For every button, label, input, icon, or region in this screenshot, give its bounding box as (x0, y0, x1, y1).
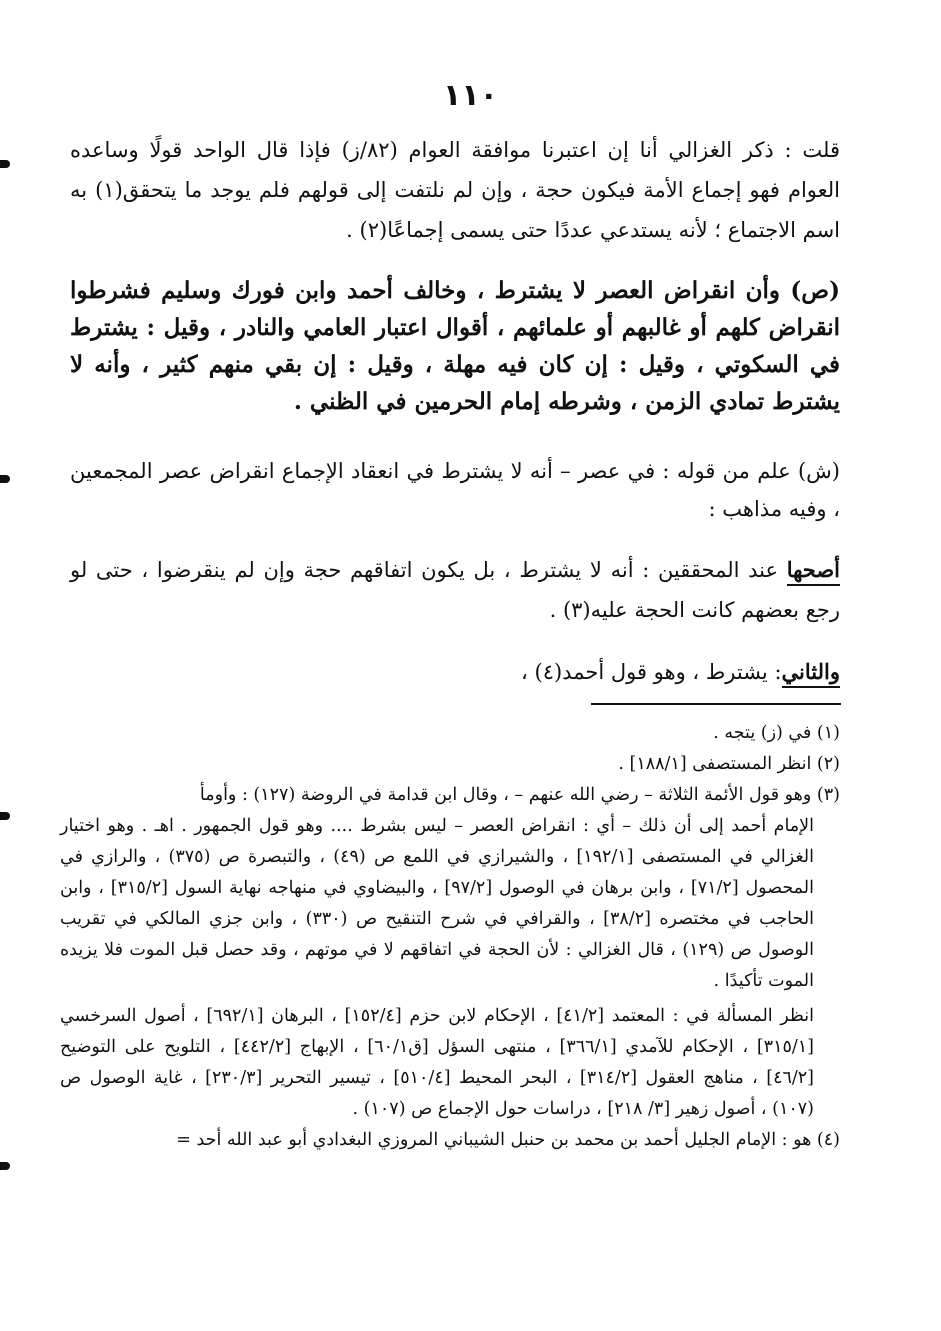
paragraph-lead-word: أصحها (787, 557, 840, 586)
footnote-4: (٤) هو : الإمام الجليل أحمد بن محمد بن حنبل الشيباني المروزي البغدادي أبو عبد الله أحد = (176, 1130, 840, 1150)
paragraph-text: (ص) وأن انقراض العصر لا يشترط ، وخالف أحمد وابن فورك وسليم فشرطوا انقراض كلهم أو غالبهم أو علمائهم ، أقوال اعتبار العامي والنادر ، وقيل : يشترط في السكوتي ، وقيل : إن كان فيه مهلة ، وقيل : إن بقي منهم كثير ، وأنه لا يشترط تمادي الزمن ، وشرطه إمام الحرمين في الظني . (70, 277, 840, 415)
footnote-1: (١) في (ز) يتجه . (713, 723, 840, 743)
footnote-3-continuation: الإمام أحمد إلى أن ذلك – أي : انقراض العصر – ليس بشرط .... وهو قول الجمهور . اهـ . وهو اختيار الغزالي في المستصفى [١٩٢/١] ، والشيرازي في اللمع ص (٤٩) ، والتبصرة ص (٣٧٥) ، والرازي في المحصول [٧١/٢] ، وابن برهان في الوصول [٩٧/٢] ، والبيضاوي في منهاجه نهاية السول [٣١٥/٢] ، وابن الحاجب في مختصره [٣٨/٢] ، والقرافي في شرح التنقيح ص (٣٣٠) ، وابن جزي المالكي في تقريب الوصول ص (١٢٩) ، قال الغزالي : لأن الحجة في اتفاقهم لا في موتهم ، وقد حصل قبل الموت فلا يزيده الموت تأكيدًا . (60, 816, 815, 991)
paragraph-text (70, 550, 840, 630)
paragraph-rest: عند المحققين : أنه لا يشترط ، بل يكون اتفاقهم حجة وإن لم ينقرضوا ، حتى لو رجع بعضهم كانت الحجة عليه(٣) . (70, 558, 840, 622)
paragraph-first-view (70, 550, 840, 630)
footnote-2: (٢) انظر المستصفى [١٨٨/١] . (618, 754, 840, 774)
footnote-3-references: انظر المسألة في : المعتمد [٤١/٢] ، الإحكام لابن حزم [١٥٢/٤] ، البرهان [٦٩٢/١] ، أصول السرخسي [٣١٥/١] ، الإحكام للآمدي [٣٦٦/١] ، منتهى السؤل [ق٦٠/١] ، الإبهاج [٤٤٢/٢] ، التلويح على التوضيح [٤٦/٢] ، مناهج العقول [٣١٤/٢] ، البحر المحيط [٥١٠/٤] ، تيسير التحرير [٢٣٠/٣] ، غاية الوصول ص (١٠٧) ، أصول زهير [٣/ ٢١٨] ، دراسات حول الإجماع ص (١٠٧) . (60, 1006, 815, 1119)
paragraph-matn (70, 272, 840, 420)
footnotes (60, 718, 840, 1156)
margin-mark (0, 812, 10, 820)
paragraph-lead-word: والثاني (782, 659, 840, 688)
paragraph-author-note (70, 130, 840, 250)
page-number: ١١٠ (443, 78, 498, 113)
footnote-separator (591, 703, 841, 705)
paragraph-sharh (70, 452, 840, 528)
paragraph-rest: : يشترط ، وهو قول أحمد(٤) ، (521, 660, 782, 684)
margin-mark (0, 160, 10, 168)
margin-mark (0, 475, 10, 483)
paragraph-text (70, 652, 840, 692)
paragraph-text: قلت : ذكر الغزالي أنا إن اعتبرنا موافقة العوام (٨٢/ز) فإذا قال الواحد قولًا وساعده العوام فهو إجماع الأمة فيكون حجة ، وإن لم نلتفت إلى قولهم فلم يوجد ما يتحقق(١) به اسم الاجتماع ؛ لأنه يستدعي عددًا حتى يسمى إجماعًا(٢) . (70, 138, 840, 242)
paragraph-text: (ش) علم من قوله : في عصر – أنه لا يشترط في انعقاد الإجماع انقراض عصر المجمعين ، وفيه مذاهب : (70, 459, 840, 521)
margin-mark (0, 1162, 10, 1170)
footnote-3: (٣) وهو قول الأئمة الثلاثة – رضي الله عنهم – ، وقال ابن قدامة في الروضة (١٢٧) : وأومأ (199, 785, 840, 805)
paragraph-second-view (70, 652, 840, 692)
